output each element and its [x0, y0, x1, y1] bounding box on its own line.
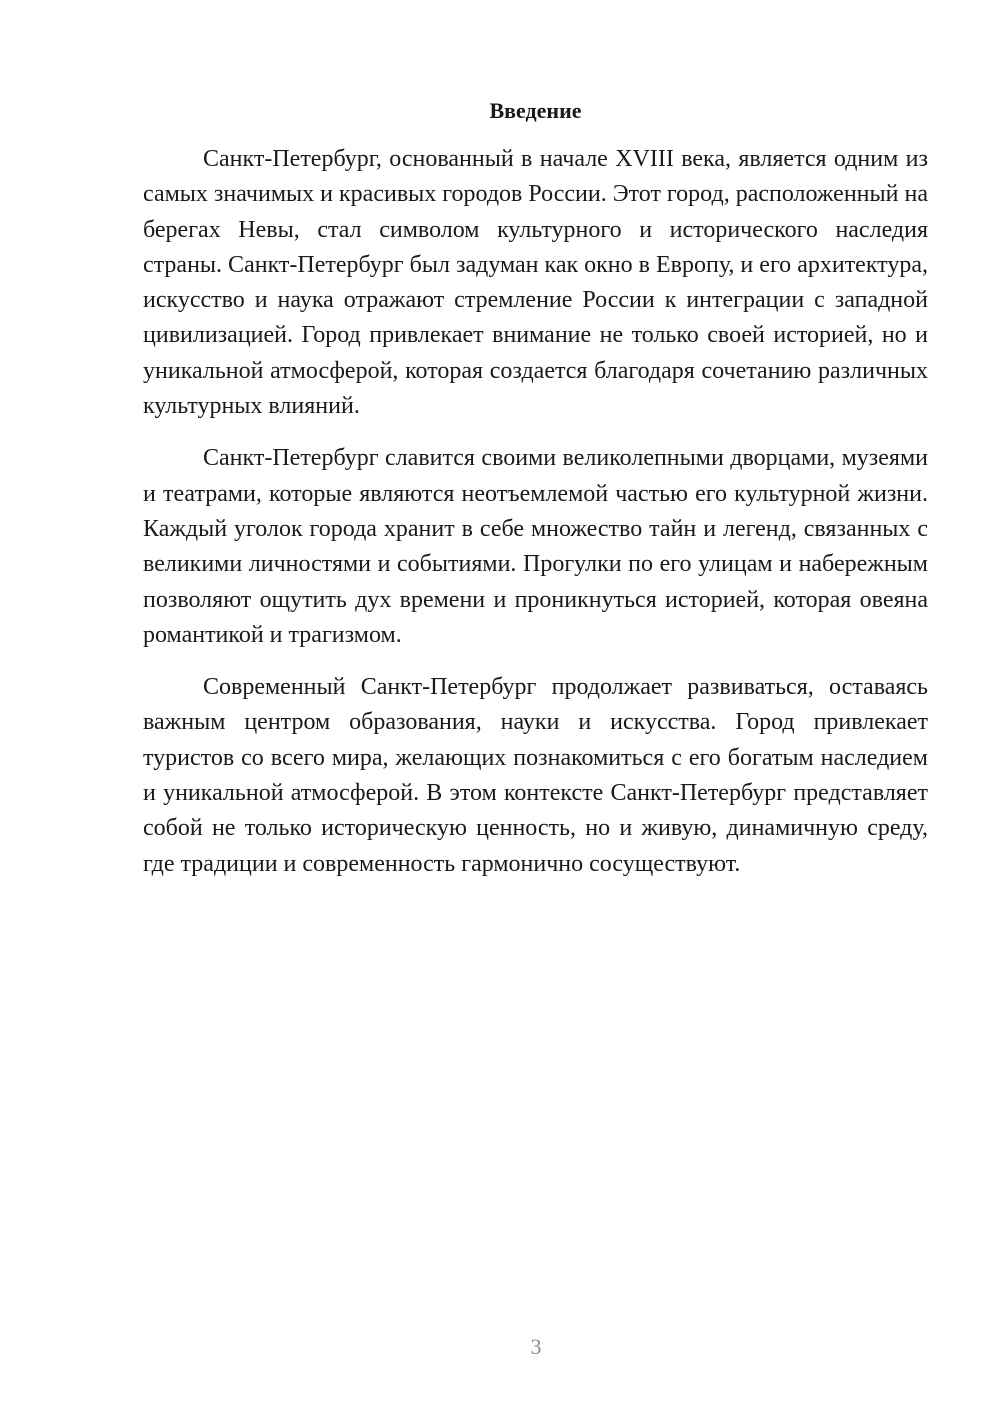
- paragraph-1: Санкт-Петербург, основанный в начале XVIII века, является одним из самых значимых и красивых городов России. Этот город, расположенный на берегах Невы, стал символом культурного и исторического наследия страны. Санкт-Петербург был задуман как окно в Европу, и его архитектура, искусство и наука отражают стремление России к интеграции с западной цивилизацией. Город привлекает внимание не только своей историей, но и уникальной атмосферой, которая создается благодаря сочетанию различных культурных влияний.: [143, 146, 928, 420]
- paragraph-2: Санкт-Петербург славится своими великолепными дворцами, музеями и театрами, которые являются неотъемлемой частью его культурной жизни. Каждый уголок города хранит в себе множество тайн и легенд, связанных с великими личностями и событиями. Прогулки по его улицам и набережным позволяют ощутить дух времени и проникнуться историей, которая овеяна романтикой и трагизмом.: [143, 445, 928, 648]
- page-title: Введение: [489, 98, 582, 123]
- page-number: 3: [530, 1334, 542, 1359]
- body-text: [143, 142, 928, 899]
- paragraph-3: Современный Санкт-Петербург продолжает развиваться, оставаясь важным центром образования, науки и искусства. Город привлекает туристов со всего мира, желающих познакомиться с его богатым наследием и уникальной атмосферой. В этом контексте Санкт-Петербург представляет собой не только историческую ценность, но и живую, динамичную среду, где традиции и современность гармонично сосуществуют.: [143, 674, 928, 877]
